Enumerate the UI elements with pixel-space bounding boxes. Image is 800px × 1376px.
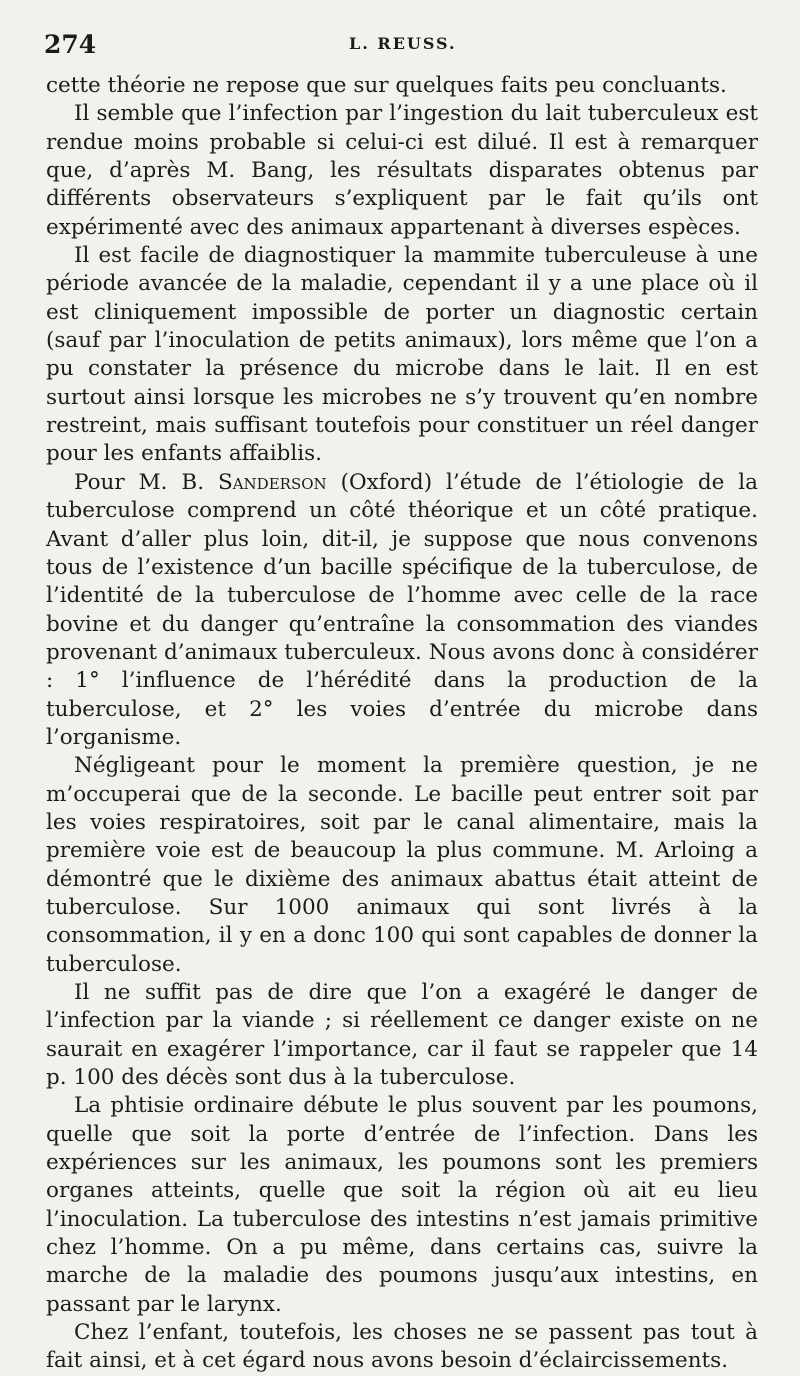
paragraph xyxy=(46,469,758,752)
paragraph: La phtisie ordinaire débute le plus souvent par les poumons, quelle que soit la porte d’entrée de l’infection. Dans les expériences sur les animaux, les poumons sont les premiers organes atteints, quelle que soit la région où ait eu lieu l’inoculation. La tuberculose des intestins n’est jamais primitive chez l’homme. On a pu même, dans certains cas, suivre la marche de la maladie des poumons jusqu’aux intestins, en passant par le larynx. xyxy=(46,1093,758,1317)
body-text xyxy=(46,72,758,1376)
running-title: L. REUSS. xyxy=(349,34,457,53)
paragraph: Négligeant pour le moment la première question, je ne m’occuperai que de la seconde. Le bacille peut entrer soit par les voies respiratoires, soit par le canal alimentaire, mais la première voie est de beaucoup la plus commune. M. Arloing a démontré que le dixième des animaux abattus était atteint de tuberculose. Sur 1000 animaux qui sont livrés à la consommation, il y en a donc 100 qui sont capables de donner la tuberculose. xyxy=(46,753,758,977)
text-run: (Oxford) l’étude de l’étiologie de la tuberculose comprend un côté théorique et un côté pratique. Avant d’aller plus loin, dit-il, je suppose que nous convenons tous de l’existence d’un bacille spécifique de la tuberculose, de l’identité de la tuberculose de l’homme avec celle de la race bovine et du danger qu’entraîne la consommation des viandes provenant d’animaux tuberculeux. Nous avons donc à considérer : 1° l’influence de l’hérédité dans la production de la tuberculose, et 2° les voies d’entrée du microbe dans l’organisme. xyxy=(46,469,758,750)
text-run: Pour M. B. xyxy=(74,469,218,495)
author-name: Sanderson xyxy=(218,469,327,495)
paragraph-continued: cette théorie ne repose que sur quelques faits peu concluants. xyxy=(46,73,727,98)
paragraph: Il semble que l’infection par l’ingestion du lait tuberculeux est rendue moins probable si celui-ci est dilué. Il est à remarquer que, d’après M. Bang, les résultats disparates obtenus par différents observateurs s’expliquent par le fait qu’ils ont expérimenté avec des animaux appartenant à diverses espèces. xyxy=(46,101,758,240)
page-header xyxy=(44,30,760,64)
paragraph: Chez l’enfant, toutefois, les choses ne se passent pas tout à fait ainsi, et à cet égard nous avons besoin d’éclaircissements. xyxy=(46,1320,758,1374)
paragraph: Il ne suffit pas de dire que l’on a exagéré le danger de l’infection par la viande ; si réellement ce danger existe on ne saurait en exagérer l’importance, car il faut se rappeler que 14 p. 100 des décès sont dus à la tuberculose. xyxy=(46,980,758,1091)
page-number: 274 xyxy=(44,30,97,59)
paragraph: Il est facile de diagnostiquer la mammite tuberculeuse à une période avancée de la maladie, cependant il y a une place où il est cliniquement impossible de porter un diagnostic certain (sauf par l’inoculation de petits animaux), lors même que l’on a pu constater la présence du microbe dans le lait. Il en est surtout ainsi lorsque les microbes ne s’y trouvent qu’en nombre restreint, mais suffisant toutefois pour constituer un réel danger pour les enfants affaiblis. xyxy=(46,243,758,467)
